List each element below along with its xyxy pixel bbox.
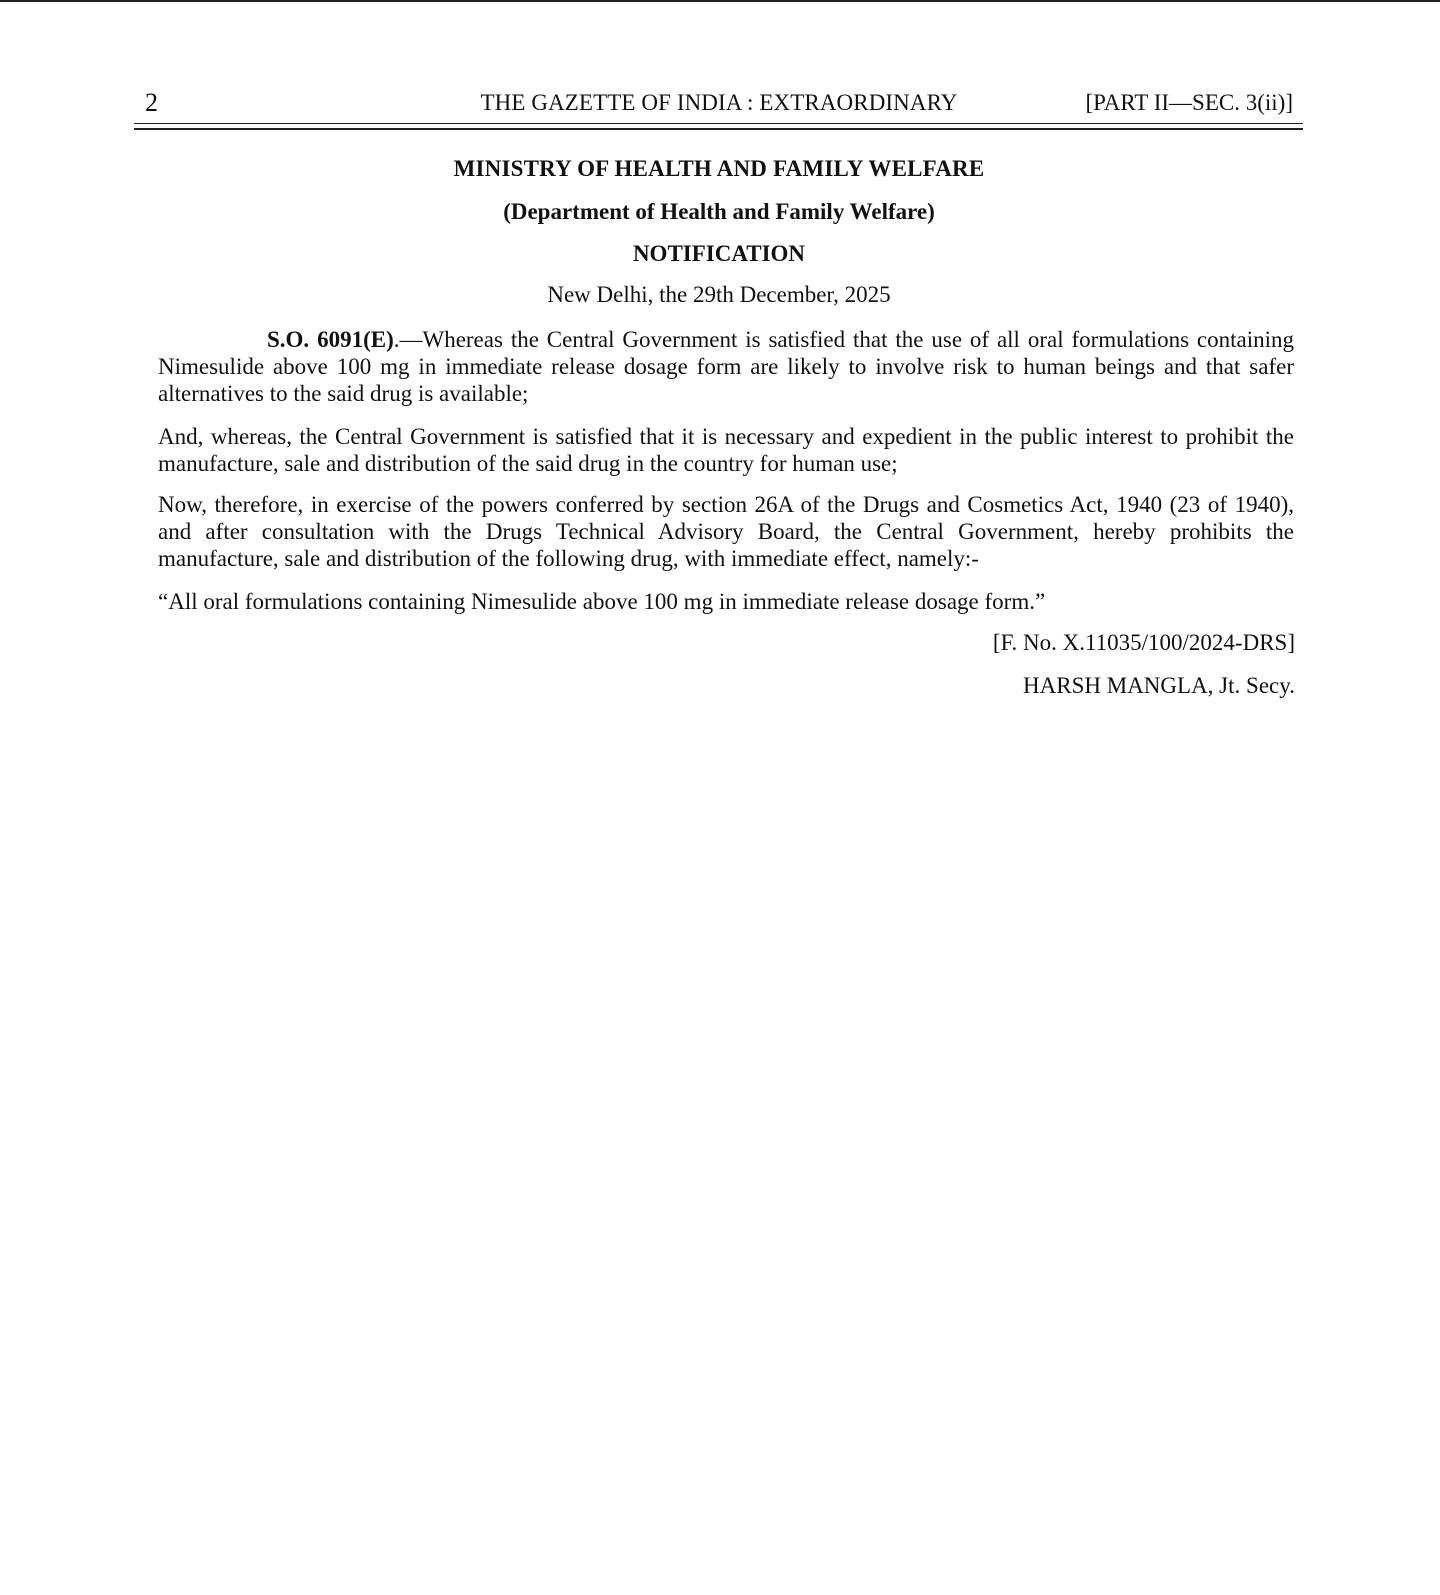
so-number: S.O. 6091(E): [267, 327, 394, 352]
page-header: [135, 88, 1303, 122]
paragraph-1: [158, 326, 1294, 407]
gazette-title: THE GAZETTE OF INDIA : EXTRAORDINARY: [480, 90, 958, 115]
page-number: 2: [145, 88, 158, 117]
paragraph-1-text: .—Whereas the Central Government is satisfied that the use of all oral formulations containing Nimesulide above 100 mg in immediate release dosage form are likely to involve risk to human beings and that safer alternatives to the said drug is available;: [158, 327, 1294, 406]
ministry-heading: MINISTRY OF HEALTH AND FAMILY WELFARE: [453, 156, 985, 181]
quoted-drug-statement: “All oral formulations containing Nimesulide above 100 mg in immediate release dosage form.”: [158, 589, 1046, 614]
file-number: [F. No. X.11035/100/2024-DRS]: [992, 630, 1295, 655]
department-heading: (Department of Health and Family Welfare): [503, 199, 935, 224]
header-rule-thin: [134, 123, 1303, 124]
notification-heading: NOTIFICATION: [632, 241, 806, 266]
paragraph-3: Now, therefore, in exercise of the powers conferred by section 26A of the Drugs and Cosmetics Act, 1940 (23 of 1940), and after consultation with the Drugs Technical Advisory Board, the Central Government, hereby prohibits the manufacture, sale and distribution of the following drug, with immediate effect, namely:-: [158, 492, 1294, 571]
signatory: HARSH MANGLA, Jt. Secy.: [1023, 673, 1295, 698]
place-date: New Delhi, the 29th December, 2025: [547, 282, 891, 307]
paragraph-2: And, whereas, the Central Government is satisfied that it is necessary and expedient in the public interest to prohibit the manufacture, sale and distribution of the said drug in the country for human use;: [158, 424, 1294, 476]
header-rule-thick: [134, 128, 1303, 130]
part-section-label: [PART II—SEC. 3(ii)]: [1085, 90, 1293, 115]
